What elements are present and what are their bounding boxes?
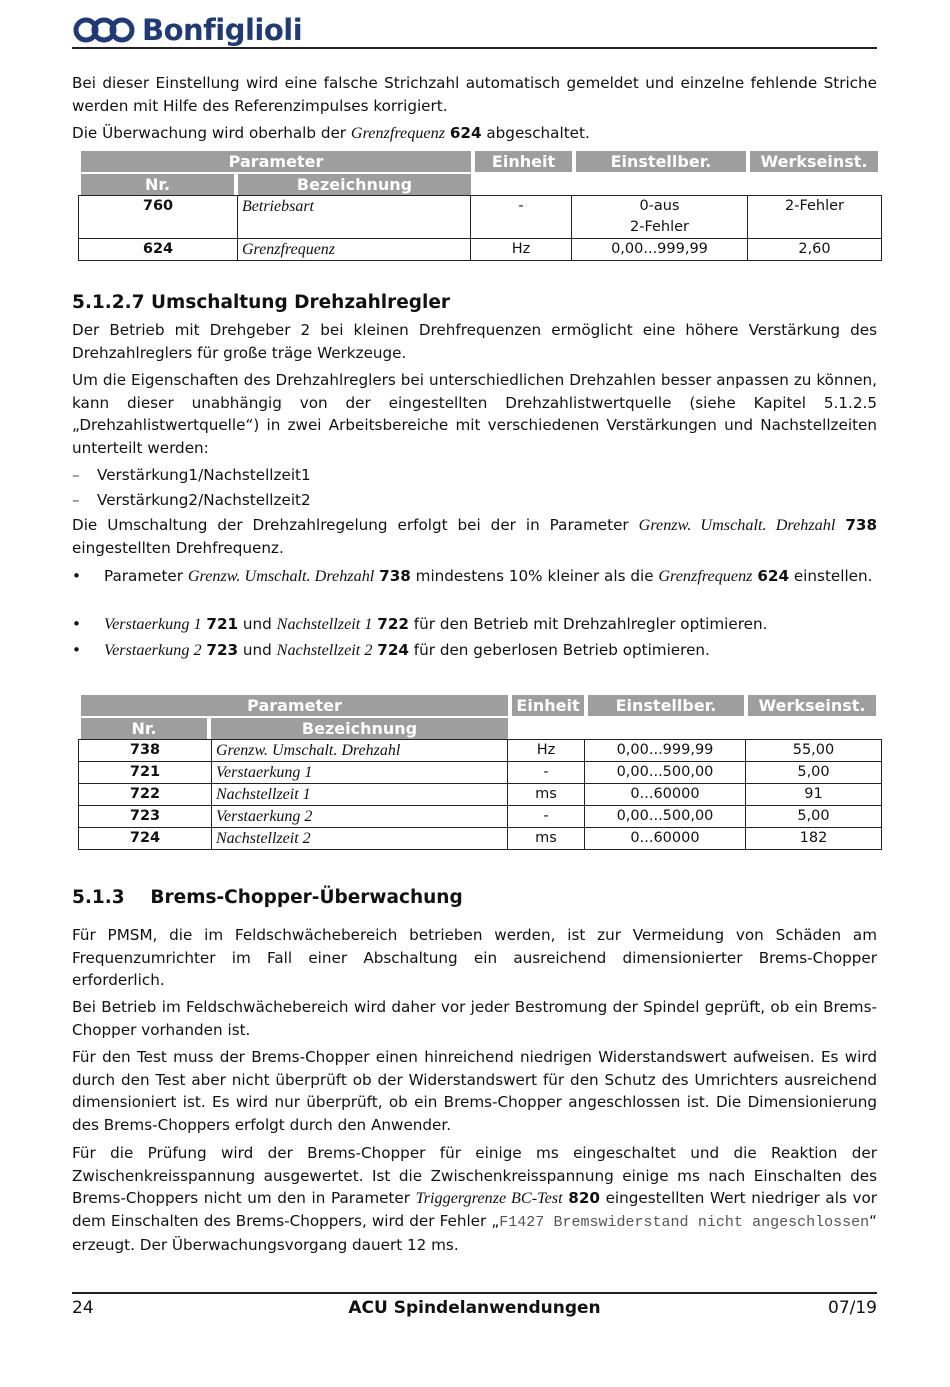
table2-col-nr: Nr.: [81, 718, 207, 739]
table2-col-parameter: Parameter: [81, 695, 508, 716]
table2-col-einheit: Einheit: [512, 695, 584, 716]
table-row: 760 Betriebsart - 0-aus 2-Fehler 2-Fehler: [79, 196, 882, 239]
intro-paragraph-1: Bei dieser Einstellung wird eine falsche Strichzahl automatisch gemeldet und einzelne fehlende Striche werden mit Hilfe des Referenzimpulses korrigiert.: [72, 74, 877, 115]
table-row: 722 Nachstellzeit 1 ms 0...60000 91: [79, 784, 882, 806]
table2-col-bezeichnung: Bezeichnung: [211, 718, 508, 739]
section1-paragraph-2: Um die Eigenschaften des Drehzahlreglers bei unterschiedlichen Drehzahlen besser anpassen zu können, kann dieser unabhängig von der eingestellten Drehzahlistwertquelle (siehe Kapitel 5.1.2.5 „Drehzahlistwertquelle“) in zwei Arbeitsbereiche mit verschiedenen Verstärkungen und Nachstellzeiten unterteilt werden:: [72, 371, 877, 457]
section2-paragraph-4: Für die Prüfung wird der Brems-Chopper für einige ms eingeschaltet und die Reaktion der Zwischenkreisspannung ausgewertet. Ist die Zwischenkreisspannung einige ms nach Einschalten des Brems-Choppers nicht um den in Parameter Triggergrenze BC-Test 820 eingestellten Wert niedriger als vor dem Einschalten des Brems-Choppers, wird der Fehler „F1427 Bremswiderstand nicht angeschlossen“ erzeugt. Der Überwachungsvorgang dauert 12 ms.: [72, 1144, 878, 1254]
footer-divider: [72, 1292, 877, 1294]
document-date: 07/19: [828, 1298, 877, 1318]
table-row: 724 Nachstellzeit 2 ms 0...60000 182: [79, 828, 882, 850]
table1-data: [78, 195, 882, 261]
table-row: 624 Grenzfrequenz Hz 0,00...999,99 2,60: [79, 239, 882, 261]
section2-paragraph-2: Bei Betrieb im Feldschwächebereich wird daher vor jeder Bestromung der Spindel geprüft, ob ein Brems-Chopper vorhanden ist.: [72, 998, 877, 1039]
section1-paragraph-1: Der Betrieb mit Drehgeber 2 bei kleinen Drehfrequenzen ermöglicht eine höhere Verstärkung des Drehzahlreglers für große träge Werkzeuge.: [72, 321, 877, 362]
table1-col-parameter: Parameter: [81, 151, 471, 172]
table1-col-einstellber: Einstellber.: [576, 151, 746, 172]
table-row: 723 Verstaerkung 2 - 0,00...500,00 5,00: [79, 806, 882, 828]
table2-data: [78, 739, 882, 850]
list-item: – Verstärkung1/Nachstellzeit1: [72, 466, 311, 484]
table1-col-nr: Nr.: [81, 174, 234, 195]
section-heading-brems-chopper: 5.1.3 Brems-Chopper-Überwachung: [72, 887, 463, 908]
list-item: – Verstärkung2/Nachstellzeit2: [72, 491, 311, 509]
table-row: 738 Grenzw. Umschalt. Drehzahl Hz 0,00...999,99 55,00: [79, 740, 882, 762]
table1-col-werkseinst: Werkseinst.: [750, 151, 878, 172]
table2-col-einstellber: Einstellber.: [588, 695, 744, 716]
section2-paragraph-3: Für den Test muss der Brems-Chopper einen hinreichend niedrigen Widerstandswert aufweisen. Es wird durch den Test aber nicht überprüft ob der Widerstandswert für den Schutz des Umrichters ausreichend dimensioniert ist. Es wird nur überprüft, ob ein Brems-Chopper angeschlossen ist. Die Dimensionierung des Brems-Choppers erfolgt durch den Anwender.: [72, 1048, 877, 1134]
table-row: 721 Verstaerkung 1 - 0,00...500,00 5,00: [79, 762, 882, 784]
header-divider: [72, 47, 877, 49]
section1-paragraph-3: Die Umschaltung der Drehzahlregelung erfolgt bei der in Parameter Grenzw. Umschalt. Drehzahl 738 eingestellten Drehfrequenz.: [72, 516, 878, 557]
table2-header-row-1: [81, 695, 876, 716]
table2-header-row-2: [81, 718, 508, 739]
page-number: 24: [72, 1298, 94, 1318]
bullet-item-3: • Verstaerkung 2 723 und Nachstellzeit 2 724 für den geberlosen Betrieb optimieren.: [72, 641, 710, 659]
section-heading-umschaltung: 5.1.2.7 Umschaltung Drehzahlregler: [72, 292, 451, 313]
bullet-item-1: • Parameter Grenzw. Umschalt. Drehzahl 738 mindestens 10% kleiner als die Grenzfrequenz 624 einstellen.: [72, 567, 873, 585]
intro-paragraph-2: Die Überwachung wird oberhalb der Grenzfrequenz 624 abgeschaltet.: [72, 124, 590, 142]
brand-name: Bonfiglioli: [142, 13, 303, 47]
brand-logo: [72, 12, 302, 48]
table1-col-bezeichnung: Bezeichnung: [238, 174, 471, 195]
document-title: ACU Spindelanwendungen: [348, 1298, 601, 1318]
bonfiglioli-logo-icon: [72, 15, 136, 45]
table1-header-row-2: [81, 174, 471, 195]
table1-col-einheit: Einheit: [475, 151, 572, 172]
table1-header-row-1: [81, 151, 878, 172]
section2-paragraph-1: Für PMSM, die im Feldschwächebereich betrieben werden, ist zur Vermeidung von Schäden am Frequenzumrichter im Fall einer Abschaltung ein ausreichend dimensionierter Brems-Chopper erforderlich.: [72, 926, 877, 989]
bullet-item-2: • Verstaerkung 1 721 und Nachstellzeit 1 722 für den Betrieb mit Drehzahlregler optimieren.: [72, 615, 768, 633]
table2-col-werkseinst: Werkseinst.: [748, 695, 876, 716]
